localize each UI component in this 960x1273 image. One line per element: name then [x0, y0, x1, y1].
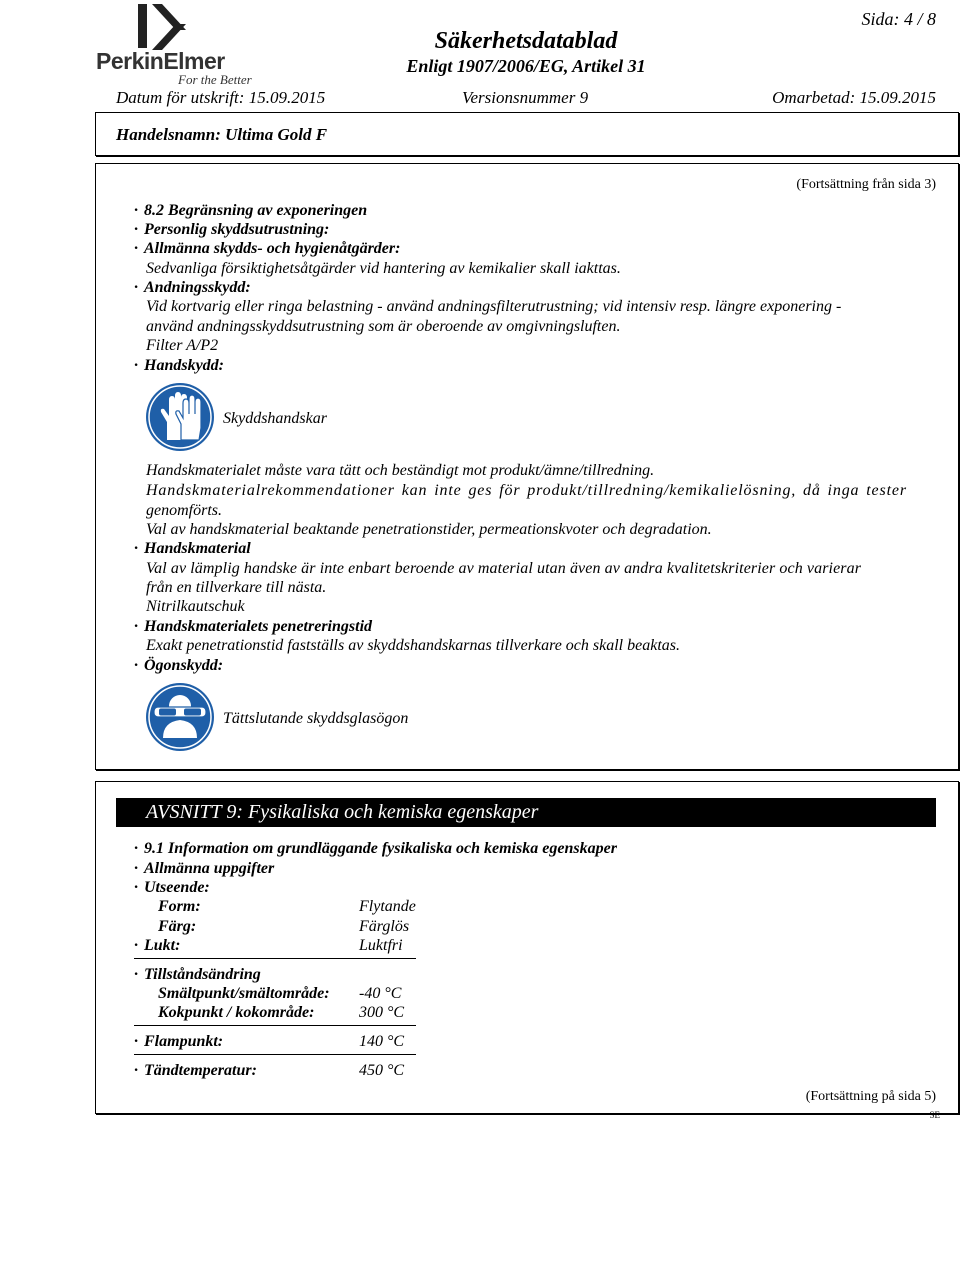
trade-name: Handelsnamn: Ultima Gold F	[116, 125, 328, 144]
heading-text: Allmänna skydds- och hygienåtgärder:	[144, 240, 401, 257]
trade-name-box	[95, 112, 959, 156]
heading-text: Personlig skyddsutrustning:	[144, 221, 330, 238]
color-label: Färg:	[158, 918, 197, 935]
continued-from: (Fortsättning från sida 3)	[796, 177, 936, 192]
hand-text-1: Handskmaterialet måste vara tätt och beständigt mot produkt/ämne/tillredning.	[146, 462, 655, 479]
heading-penetration-time: · Handskmaterialets penetreringstid	[134, 618, 373, 635]
boiling-label: Kokpunkt / kokområde:	[158, 1004, 315, 1021]
divider	[134, 958, 416, 959]
label-text: Lukt:	[144, 937, 181, 954]
label-text: Tändtemperatur:	[144, 1062, 257, 1079]
hand-text-2-line2: genomförts.	[146, 502, 222, 519]
color-value: Färglös	[359, 918, 410, 935]
ignition-temp-value: 450 °C	[359, 1062, 405, 1079]
gloves-icon	[145, 382, 215, 452]
heading-text: Handskmaterialets penetreringstid	[144, 618, 373, 635]
heading-text: 8.2 Begränsning av exponeringen	[144, 202, 368, 219]
heading-text: Ögonskydd:	[144, 657, 224, 674]
melting-value: -40 °C	[359, 985, 402, 1002]
melting-label: Smältpunkt/smältområde:	[158, 985, 330, 1002]
heading-text: Tillståndsändring	[144, 966, 261, 983]
heading-text: Utseende:	[144, 879, 210, 896]
heading-appearance: · Utseende:	[134, 879, 210, 896]
gloves-label: Skyddshandskar	[223, 410, 327, 427]
odor-value: Luktfri	[359, 937, 403, 954]
divider	[134, 1054, 416, 1055]
form-label: Form:	[158, 898, 201, 915]
heading-respiratory: · Andningsskydd:	[134, 279, 251, 296]
hand-text-2-line1: Handskmaterialrekommendationer kan inte ges för produkt/tillredning/kemikalielösning, då inga tester	[146, 482, 907, 499]
divider	[134, 1025, 416, 1026]
goggles-icon	[145, 682, 215, 752]
heading-text: 9.1 Information om grundläggande fysikaliska och kemiska egenskaper	[144, 840, 617, 857]
heading-basic-info: · 9.1 Information om grundläggande fysikaliska och kemiska egenskaper	[134, 840, 617, 857]
heading-eye-protection: · Ögonskydd:	[134, 657, 224, 674]
general-measures-text: Sedvanliga försiktighetsåtgärder vid hantering av kemikalier skall iakttas.	[146, 260, 621, 277]
heading-text: Andningsskydd:	[144, 279, 251, 296]
heading-ppe: · Personlig skyddsutrustning:	[134, 221, 330, 238]
section-8-box	[95, 163, 959, 770]
continued-to: (Fortsättning på sida 5)	[805, 1089, 936, 1104]
glove-material-text-line2: från en tillverkare till nästa.	[146, 579, 327, 596]
boiling-value: 300 °C	[359, 1004, 405, 1021]
revised-date: Omarbetad: 15.09.2015	[772, 88, 936, 107]
heading-text: Handskydd:	[144, 357, 224, 374]
respiratory-text-line1: Vid kortvarig eller ringa belastning - använd andningsfilterutrustning; vid intensiv resp. längre exponering -	[146, 298, 842, 315]
logo-brand: PerkinElmer	[96, 48, 225, 74]
flash-point-label: · Flampunkt:	[134, 1033, 224, 1050]
print-date: Datum för utskrift: 15.09.2015	[116, 88, 326, 107]
section-9-banner: AVSNITT 9: Fysikaliska och kemiska egenskaper	[116, 798, 936, 827]
language-code: SE	[929, 1110, 940, 1120]
heading-hand-protection: · Handskydd:	[134, 357, 224, 374]
flash-point-value: 140 °C	[359, 1033, 405, 1050]
heading-exposure-limitation: · 8.2 Begränsning av exponeringen	[134, 202, 368, 219]
doc-subtitle: Enligt 1907/2006/EG, Artikel 31	[406, 56, 646, 76]
odor-label: · Lukt:	[134, 937, 181, 954]
glove-material-value: Nitrilkautschuk	[146, 598, 245, 615]
penetration-text: Exakt penetrationstid fastställs av skyddshandskarnas tillverkare och skall beaktas.	[146, 637, 680, 654]
form-value: Flytande	[359, 898, 416, 915]
heading-glove-material: · Handskmaterial	[134, 540, 251, 557]
heading-general-measures: · Allmänna skydds- och hygienåtgärder:	[134, 240, 401, 257]
ignition-temp-label: · Tändtemperatur:	[134, 1062, 257, 1079]
respiratory-text-line2: använd andningsskyddsutrustning som är oberoende av omgivningsluften.	[146, 318, 621, 335]
hand-text-3: Val av handskmaterial beaktande penetrationstider, permeationskvoter och degradation.	[146, 521, 712, 538]
page-number: Sida: 4 / 8	[861, 9, 936, 29]
heading-text: Handskmaterial	[144, 540, 251, 557]
heading-state-change: · Tillståndsändring	[134, 966, 261, 983]
goggles-label: Tättslutande skyddsglasögon	[223, 710, 409, 727]
glove-material-text-line1: Val av lämplig handske är inte enbart beroende av material utan även av andra kvalitetskriterier och varierar	[146, 560, 862, 577]
section-9-box	[95, 781, 959, 1114]
heading-general-info: · Allmänna uppgifter	[134, 860, 275, 877]
logo-tagline: For the Better	[178, 72, 252, 87]
label-text: Flampunkt:	[144, 1033, 224, 1050]
respiratory-filter: Filter A/P2	[146, 337, 219, 354]
heading-text: Allmänna uppgifter	[144, 860, 275, 877]
version-number: Versionsnummer 9	[462, 88, 589, 107]
doc-title: Säkerhetsdatablad	[434, 28, 618, 54]
